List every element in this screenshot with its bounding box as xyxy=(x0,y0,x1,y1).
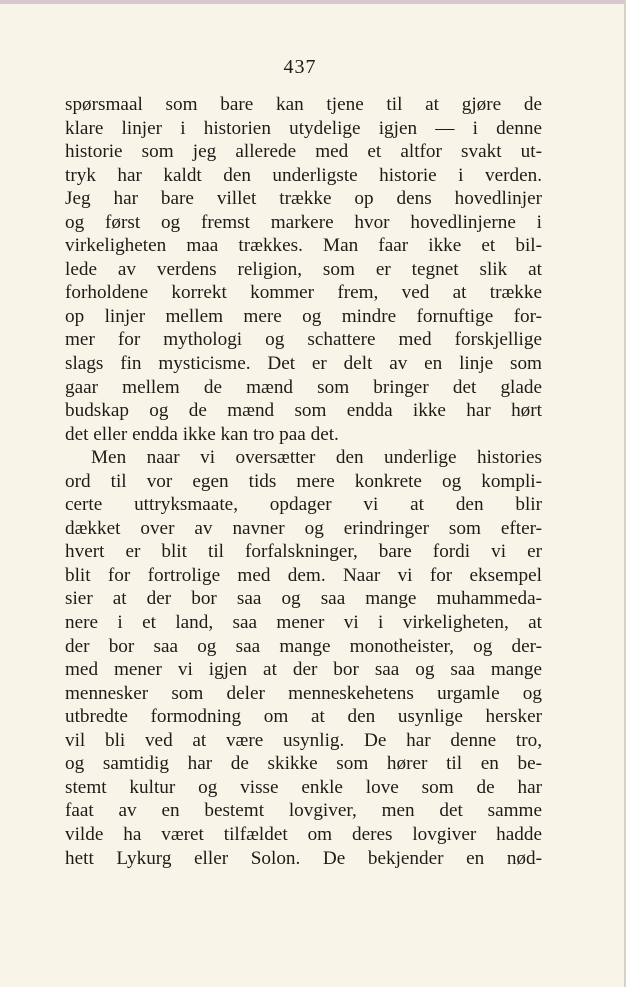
text-line: gaar mellem de mænd som bringer det glade xyxy=(65,376,542,398)
text-line: med mener vi igjen at der bor saa og saa mange xyxy=(65,659,542,681)
text-line: historie som jeg allerede med et altfor svakt ut- xyxy=(65,141,542,163)
text-line: det eller endda ikke kan tro paa det. xyxy=(65,423,339,445)
text-line: spørsmaal som bare kan tjene til at gjøre de xyxy=(65,94,542,115)
text-line: utbredte formodning om at den usynlige hersker xyxy=(65,706,542,728)
text-line: nere i et land, saa mener vi i virkeligheten, at xyxy=(65,612,542,634)
text-line: dækket over av navner og erindringer som efter- xyxy=(65,517,542,539)
text-line: og først og fremst markere hvor hovedlinjerne i xyxy=(65,211,542,233)
text-line: stemt kultur og visse enkle love som de har xyxy=(65,776,542,798)
text-line: og samtidig har de skikke som hører til en be- xyxy=(65,753,542,775)
text-line: certe uttryksmaate, opdager vi at den blir xyxy=(65,494,542,516)
text-line: faat av en bestemt lovgiver, men det samme xyxy=(65,800,542,822)
text-line: tryk har kaldt den underligste historie i verden. xyxy=(65,164,542,186)
text-line: forholdene korrekt kommer frem, ved at trække xyxy=(65,282,542,304)
text-line: ord til vor egen tids mere konkrete og kompli- xyxy=(65,470,542,492)
text-line: mer for mythologi og schattere med forskjellige xyxy=(65,329,542,351)
text-line: vil bli ved at være usynlig. De har denne tro, xyxy=(65,729,542,751)
text-line: virkeligheten maa trækkes. Man faar ikke et bil- xyxy=(65,235,542,257)
body-text xyxy=(65,93,542,870)
text-line: blit for fortrolige med dem. Naar vi for eksempel xyxy=(65,564,542,586)
text-line: sier at der bor saa og saa mange muhammeda- xyxy=(65,588,542,610)
text-line: hvert er blit til forfalskninger, bare fordi vi er xyxy=(65,541,542,563)
text-line: vilde ha været tilfældet om deres lovgiver hadde xyxy=(65,823,542,845)
text-line: mennesker som deler menneskehetens urgamle og xyxy=(65,682,542,704)
text-line: klare linjer i historien utydelige igjen — i denne xyxy=(65,117,542,139)
text-line: budskap og de mænd som endda ikke har hørt xyxy=(65,400,542,422)
text-line: der bor saa og saa mange monotheister, og der- xyxy=(65,635,542,657)
text-line: lede av verdens religion, som er tegnet slik at xyxy=(65,258,542,280)
page-number: 437 xyxy=(283,56,317,78)
text-line: slags fin mysticisme. Det er delt av en linje som xyxy=(65,353,542,375)
text-line: op linjer mellem mere og mindre fornuftige for- xyxy=(65,305,542,327)
text-line: hett Lykurg eller Solon. De bekjender en nød- xyxy=(65,847,542,869)
text-line: Men naar vi oversætter den underlige histories xyxy=(91,447,542,469)
text-line: Jeg har bare villet trække op dens hovedlinjer xyxy=(65,188,542,210)
